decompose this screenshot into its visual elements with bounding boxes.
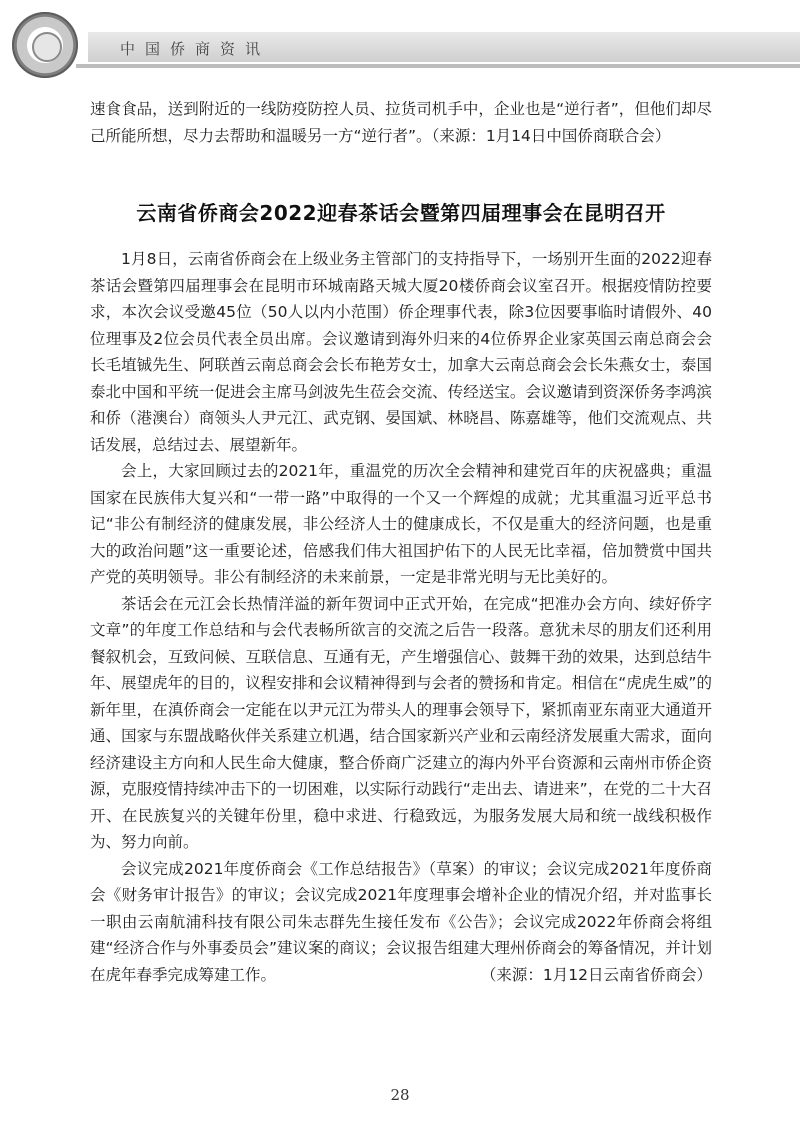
continued-paragraph xyxy=(90,96,712,149)
article-paragraph-1: 1月8日，云南省侨商会在上级业务主管部门的支持指导下，一场别开生面的2022迎春茶话会暨第四届理事会在昆明市环城南路天城大厦20楼侨商会议室召开。根据疫情防控要求，本次会议受邀45位（50人以内小范围）侨企理事代表，除3位因要事临时请假外、40位理事及2位会员代表全员出席。会议邀请到海外归来的4位侨界企业家英国云南总商会会长毛埴铖先生、阿联酋云南总商会会长布艳芳女士，加拿大云南总商会会长朱燕女士，泰国泰北中国和平统一促进会主席马剑波先生莅会交流、传经送宝。会议邀请到资深侨务李鸿滨和侨（港澳台）商领头人尹元江、武克钢、晏国斌、林晓昌、陈嘉雄等，他们交流观点、共话发展，总结过去、展望新年。 xyxy=(90,250,712,454)
emblem-center-icon xyxy=(32,32,62,62)
emblem-icon xyxy=(12,12,78,78)
header-rule xyxy=(76,64,800,68)
continued-text: 速食食品，送到附近的一线防疫防控人员、拉货司机手中，企业也是“逆行者”，但他们却尽己所能所想，尽力去帮助和温暖另一方“逆行者”。 xyxy=(90,100,712,145)
page-content xyxy=(90,96,712,988)
article-paragraph-3: 茶话会在元江会长热情洋溢的新年贺词中正式开始，在完成“把准办会方向、续好侨字文章”的年度工作总结和与会代表畅所欲言的交流之后告一段落。意犹未尽的朋友们还利用餐叙机会，互致问候、互联信息、互通有无，产生增强信心、鼓舞干劲的效果，达到总结牛年、展望虎年的目的，议程安排和会议精神得到与会者的赞扬和肯定。相信在“虎虎生威”的新年里，在滇侨商会一定能在以尹元江为带头人的理事会领导下，紧抓南亚东南亚大通道开通、国家与东盟战略伙伴关系建立机遇，结合国家新兴产业和云南经济发展重大需求，面向经济建设主方向和人民生命大健康，整合侨商广泛建立的海内外平台资源和云南州市侨企资源，克服疫情持续冲击下的一切困难，以实际行动践行“走出去、请进来”，在党的二十大召开、在民族复兴的关键年份里，稳中求进、行稳致远，为服务发展大局和统一战线积极作为、努力向前。 xyxy=(90,594,712,851)
article-paragraph-2: 会上，大家回顾过去的2021年，重温党的历次全会精神和建党百年的庆祝盛典；重温国家在民族伟大复兴和“一带一路”中取得的一个又一个辉煌的成就；尤其重温习近平总书记“非公有制经济的健康发展，非公经济人士的健康成长，不仅是重大的经济问题，也是重大的政治问题”这一重要论述，倍感我们伟大祖国护佑下的人民无比幸福，倍加赞赏中国共产党的英明领导。非公有制经济的未来前景，一定是非常光明与无比美好的。 xyxy=(90,462,712,586)
header-title: 中国侨商资讯 xyxy=(120,40,271,58)
continued-source: （来源：1月14日中国侨商联合会） xyxy=(431,126,671,145)
page-header xyxy=(0,0,800,90)
article-paragraph-4-text: 会议完成2021年度侨商会《工作总结报告》（草案）的审议；会议完成2021年度侨商会《财务审计报告》的审议；会议完成2021年度理事会增补企业的情况介绍，并对监事长一职由云南航浦科技有限公司朱志群先生接任发布《公告》；会议完成2022年侨商会将组建“经济合作与外事委员会”建议案的商议；会议报告组建大理州侨商会的筹备情况，并计划在虎年春季完成筹建工作。 xyxy=(90,859,712,984)
article-headline: 云南省侨商会2022迎春茶话会暨第四届理事会在昆明召开 xyxy=(136,201,666,225)
article-source: （来源：1月12日云南省侨商会） xyxy=(480,965,712,984)
article-paragraph-4 xyxy=(90,856,712,989)
page-number: 28 xyxy=(390,1086,410,1104)
